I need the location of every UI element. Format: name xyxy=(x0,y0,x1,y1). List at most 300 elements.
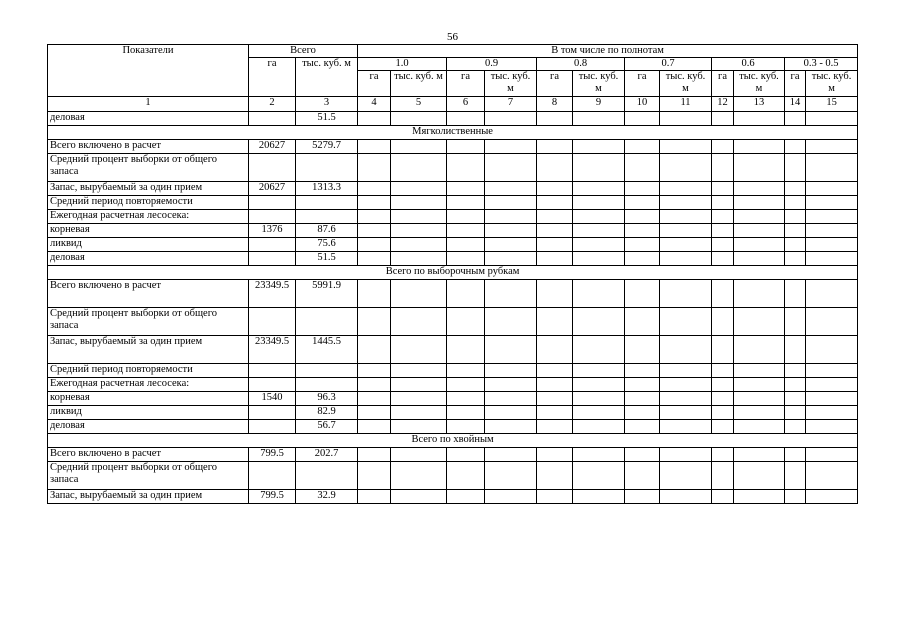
row-label: Средний процент выборки от общего запаса xyxy=(48,308,249,336)
cell-empty xyxy=(391,252,447,266)
cell-empty xyxy=(660,364,712,378)
cell-empty xyxy=(785,448,806,462)
table-row xyxy=(48,210,858,224)
column-number: 13 xyxy=(734,97,785,112)
cell-empty xyxy=(537,392,573,406)
cell-empty xyxy=(712,280,734,308)
row-label: Всего включено в расчет xyxy=(48,448,249,462)
cell-empty xyxy=(660,182,712,196)
row-label: Запас, вырубаемый за один прием xyxy=(48,490,249,504)
cell-total-volume xyxy=(296,154,358,182)
cell-empty xyxy=(447,364,485,378)
cell-empty xyxy=(447,378,485,392)
cell-total-volume xyxy=(296,462,358,490)
header-density-0-9: 0.9 xyxy=(447,58,537,71)
section-title: Всего по выборочным рубкам xyxy=(48,266,858,280)
cell-empty xyxy=(734,336,785,364)
cell-empty xyxy=(537,182,573,196)
row-label: Запас, вырубаемый за один прием xyxy=(48,182,249,196)
cell-empty xyxy=(537,154,573,182)
cell-total-ha xyxy=(249,420,296,434)
cell-empty xyxy=(537,280,573,308)
cell-empty xyxy=(806,112,858,126)
cell-empty xyxy=(573,112,625,126)
table-row xyxy=(48,196,858,210)
cell-empty xyxy=(358,308,391,336)
cell-empty xyxy=(447,392,485,406)
column-number: 9 xyxy=(573,97,625,112)
cell-empty xyxy=(712,308,734,336)
cell-empty xyxy=(712,112,734,126)
cell-empty xyxy=(573,252,625,266)
table-row xyxy=(48,224,858,238)
cell-empty xyxy=(391,392,447,406)
cell-empty xyxy=(734,140,785,154)
cell-total-ha xyxy=(249,378,296,392)
cell-empty xyxy=(660,308,712,336)
row-label: ликвид xyxy=(48,238,249,252)
header-volume: тыс. куб. м xyxy=(391,71,447,97)
cell-empty xyxy=(806,154,858,182)
cell-empty xyxy=(625,140,660,154)
cell-empty xyxy=(734,406,785,420)
cell-empty xyxy=(625,308,660,336)
cell-empty xyxy=(625,462,660,490)
cell-empty xyxy=(806,308,858,336)
cell-empty xyxy=(358,378,391,392)
cell-total-volume xyxy=(296,378,358,392)
cell-empty xyxy=(537,140,573,154)
column-number: 7 xyxy=(485,97,537,112)
row-label: деловая xyxy=(48,252,249,266)
cell-empty xyxy=(785,154,806,182)
cell-empty xyxy=(447,210,485,224)
cell-empty xyxy=(734,448,785,462)
cell-empty xyxy=(485,182,537,196)
cell-empty xyxy=(447,448,485,462)
cell-empty xyxy=(485,280,537,308)
header-ha: га xyxy=(447,71,485,97)
cell-empty xyxy=(625,336,660,364)
cell-total-ha: 23349.5 xyxy=(249,280,296,308)
cell-total-volume: 1313.3 xyxy=(296,182,358,196)
cell-empty xyxy=(660,378,712,392)
cell-empty xyxy=(358,182,391,196)
cell-empty xyxy=(660,280,712,308)
cell-empty xyxy=(485,336,537,364)
cell-empty xyxy=(447,420,485,434)
cell-empty xyxy=(660,140,712,154)
cell-empty xyxy=(391,112,447,126)
header-ha: га xyxy=(358,71,391,97)
cell-empty xyxy=(712,252,734,266)
cell-empty xyxy=(573,462,625,490)
cell-empty xyxy=(537,378,573,392)
cell-total-ha xyxy=(249,308,296,336)
cell-total-volume: 32.9 xyxy=(296,490,358,504)
cell-empty xyxy=(734,280,785,308)
cell-total-volume: 82.9 xyxy=(296,406,358,420)
cell-empty xyxy=(358,224,391,238)
cell-empty xyxy=(712,392,734,406)
cell-empty xyxy=(447,154,485,182)
column-number: 1 xyxy=(48,97,249,112)
cell-empty xyxy=(660,392,712,406)
cell-empty xyxy=(785,364,806,378)
cell-empty xyxy=(785,420,806,434)
cell-empty xyxy=(660,196,712,210)
cell-total-volume: 5279.7 xyxy=(296,140,358,154)
cell-empty xyxy=(537,336,573,364)
cell-empty xyxy=(537,238,573,252)
cell-empty xyxy=(358,280,391,308)
row-label: Средний процент выборки от общего запаса xyxy=(48,462,249,490)
cell-empty xyxy=(734,182,785,196)
cell-empty xyxy=(537,364,573,378)
cell-empty xyxy=(660,448,712,462)
cell-empty xyxy=(806,252,858,266)
row-label: Ежегодная расчетная лесосека: xyxy=(48,210,249,224)
section-row xyxy=(48,434,858,448)
header-ha: га xyxy=(712,71,734,97)
header-density-0-3-0-5: 0.3 - 0.5 xyxy=(785,58,858,71)
row-label: Средний период повторяемости xyxy=(48,364,249,378)
cell-empty xyxy=(660,462,712,490)
table-row xyxy=(48,112,858,126)
cell-empty xyxy=(660,112,712,126)
cell-empty xyxy=(660,490,712,504)
cell-empty xyxy=(447,140,485,154)
row-label: корневая xyxy=(48,392,249,406)
cell-empty xyxy=(485,210,537,224)
header-volume: тыс. куб. м xyxy=(573,71,625,97)
cell-total-volume: 96.3 xyxy=(296,392,358,406)
table-row xyxy=(48,154,858,182)
cell-empty xyxy=(625,448,660,462)
cell-empty xyxy=(447,182,485,196)
cell-empty xyxy=(712,336,734,364)
column-number: 10 xyxy=(625,97,660,112)
cell-empty xyxy=(734,490,785,504)
header-total-ha: га xyxy=(249,58,296,97)
cell-empty xyxy=(806,224,858,238)
cell-total-ha xyxy=(249,154,296,182)
cell-empty xyxy=(537,448,573,462)
column-numbers-row xyxy=(48,97,858,112)
cell-empty xyxy=(806,238,858,252)
cell-empty xyxy=(806,140,858,154)
table-row xyxy=(48,392,858,406)
cell-empty xyxy=(358,140,391,154)
cell-empty xyxy=(785,392,806,406)
cell-empty xyxy=(358,392,391,406)
header-ha: га xyxy=(785,71,806,97)
cell-total-ha: 20627 xyxy=(249,182,296,196)
row-label: Всего включено в расчет xyxy=(48,280,249,308)
cell-empty xyxy=(806,420,858,434)
cell-empty xyxy=(625,238,660,252)
cell-empty xyxy=(660,238,712,252)
cell-total-ha: 20627 xyxy=(249,140,296,154)
cell-empty xyxy=(391,378,447,392)
cell-empty xyxy=(785,196,806,210)
cell-empty xyxy=(712,140,734,154)
column-number: 15 xyxy=(806,97,858,112)
cell-empty xyxy=(485,378,537,392)
cell-empty xyxy=(734,154,785,182)
header-density-0-6: 0.6 xyxy=(712,58,785,71)
cell-total-volume: 87.6 xyxy=(296,224,358,238)
cell-total-volume: 202.7 xyxy=(296,448,358,462)
cell-empty xyxy=(712,224,734,238)
cell-total-ha: 1376 xyxy=(249,224,296,238)
cell-empty xyxy=(391,224,447,238)
cell-empty xyxy=(537,420,573,434)
cell-empty xyxy=(625,112,660,126)
header-ha: га xyxy=(537,71,573,97)
header-density-1-0: 1.0 xyxy=(358,58,447,71)
cell-empty xyxy=(625,224,660,238)
header-total: Всего xyxy=(249,45,358,58)
cell-empty xyxy=(485,462,537,490)
row-label: деловая xyxy=(48,112,249,126)
row-label: Запас, вырубаемый за один прием xyxy=(48,336,249,364)
cell-empty xyxy=(806,182,858,196)
cell-empty xyxy=(712,448,734,462)
header-density-0-7: 0.7 xyxy=(625,58,712,71)
cell-empty xyxy=(806,462,858,490)
cell-total-ha xyxy=(249,210,296,224)
cell-empty xyxy=(785,490,806,504)
cell-empty xyxy=(806,364,858,378)
cell-total-volume xyxy=(296,210,358,224)
cell-empty xyxy=(734,210,785,224)
cell-total-ha: 23349.5 xyxy=(249,336,296,364)
cell-empty xyxy=(358,448,391,462)
cell-empty xyxy=(734,420,785,434)
cell-empty xyxy=(358,364,391,378)
cell-empty xyxy=(485,420,537,434)
cell-empty xyxy=(485,490,537,504)
cell-empty xyxy=(660,406,712,420)
table-row xyxy=(48,364,858,378)
cell-empty xyxy=(358,112,391,126)
cell-total-ha xyxy=(249,112,296,126)
cell-empty xyxy=(625,210,660,224)
cell-empty xyxy=(712,378,734,392)
cell-empty xyxy=(625,392,660,406)
cell-empty xyxy=(625,490,660,504)
cell-empty xyxy=(573,448,625,462)
cell-empty xyxy=(391,364,447,378)
cell-empty xyxy=(391,420,447,434)
cell-empty xyxy=(806,210,858,224)
cell-empty xyxy=(447,112,485,126)
cell-total-ha xyxy=(249,406,296,420)
header-volume: тыс. куб. м xyxy=(485,71,537,97)
column-number: 4 xyxy=(358,97,391,112)
row-label: Средний процент выборки от общего запаса xyxy=(48,154,249,182)
cell-empty xyxy=(391,406,447,420)
column-number: 8 xyxy=(537,97,573,112)
cell-empty xyxy=(660,420,712,434)
cell-empty xyxy=(785,462,806,490)
cell-empty xyxy=(806,336,858,364)
cell-empty xyxy=(573,182,625,196)
header-volume: тыс. куб. м xyxy=(806,71,858,97)
cell-empty xyxy=(447,252,485,266)
cell-empty xyxy=(391,182,447,196)
cell-empty xyxy=(785,378,806,392)
cell-empty xyxy=(785,140,806,154)
cell-empty xyxy=(391,196,447,210)
cell-empty xyxy=(573,308,625,336)
header-volume: тыс. куб. м xyxy=(660,71,712,97)
cell-empty xyxy=(712,364,734,378)
cell-empty xyxy=(358,462,391,490)
cell-empty xyxy=(358,252,391,266)
cell-empty xyxy=(447,336,485,364)
cell-total-ha: 1540 xyxy=(249,392,296,406)
cell-empty xyxy=(806,196,858,210)
cell-empty xyxy=(485,308,537,336)
cell-empty xyxy=(485,252,537,266)
table-row xyxy=(48,140,858,154)
cell-total-ha: 799.5 xyxy=(249,490,296,504)
cell-empty xyxy=(660,154,712,182)
table-row xyxy=(48,280,858,308)
cell-empty xyxy=(537,406,573,420)
cell-empty xyxy=(485,392,537,406)
cell-empty xyxy=(573,364,625,378)
cell-empty xyxy=(734,364,785,378)
cell-empty xyxy=(785,210,806,224)
cell-empty xyxy=(712,490,734,504)
cell-total-volume: 5991.9 xyxy=(296,280,358,308)
cell-empty xyxy=(625,252,660,266)
cell-empty xyxy=(447,224,485,238)
header-ha: га xyxy=(625,71,660,97)
section-title: Всего по хвойным xyxy=(48,434,858,448)
row-label: деловая xyxy=(48,420,249,434)
cell-empty xyxy=(573,336,625,364)
cell-total-ha xyxy=(249,364,296,378)
cell-empty xyxy=(485,448,537,462)
column-number: 2 xyxy=(249,97,296,112)
cell-empty xyxy=(537,490,573,504)
cell-empty xyxy=(358,238,391,252)
cell-empty xyxy=(537,224,573,238)
cell-empty xyxy=(625,364,660,378)
cell-empty xyxy=(485,364,537,378)
cell-total-volume xyxy=(296,308,358,336)
cell-empty xyxy=(358,210,391,224)
cell-empty xyxy=(734,462,785,490)
cell-empty xyxy=(358,196,391,210)
cell-total-volume: 56.7 xyxy=(296,420,358,434)
cell-empty xyxy=(734,392,785,406)
cell-empty xyxy=(391,140,447,154)
cell-total-volume: 51.5 xyxy=(296,112,358,126)
row-label: Ежегодная расчетная лесосека: xyxy=(48,378,249,392)
cell-empty xyxy=(712,462,734,490)
cell-total-volume xyxy=(296,364,358,378)
column-number: 6 xyxy=(447,97,485,112)
row-label: Всего включено в расчет xyxy=(48,140,249,154)
cell-empty xyxy=(447,406,485,420)
cell-empty xyxy=(485,196,537,210)
table-row xyxy=(48,490,858,504)
cell-empty xyxy=(391,238,447,252)
cell-empty xyxy=(573,210,625,224)
cell-total-volume: 1445.5 xyxy=(296,336,358,364)
cell-total-volume: 51.5 xyxy=(296,252,358,266)
cell-empty xyxy=(734,238,785,252)
cell-empty xyxy=(573,238,625,252)
cell-empty xyxy=(625,154,660,182)
cell-empty xyxy=(485,224,537,238)
header-total-volume: тыс. куб. м xyxy=(296,58,358,97)
cell-empty xyxy=(660,224,712,238)
cell-empty xyxy=(573,154,625,182)
cell-total-ha xyxy=(249,196,296,210)
cell-empty xyxy=(785,280,806,308)
cell-empty xyxy=(660,210,712,224)
cell-empty xyxy=(625,406,660,420)
cell-empty xyxy=(537,196,573,210)
cell-empty xyxy=(358,406,391,420)
cell-empty xyxy=(712,406,734,420)
cell-empty xyxy=(734,112,785,126)
cell-empty xyxy=(573,196,625,210)
cell-empty xyxy=(625,280,660,308)
cell-empty xyxy=(785,336,806,364)
table-row xyxy=(48,420,858,434)
cell-empty xyxy=(806,378,858,392)
cell-empty xyxy=(785,252,806,266)
column-number: 11 xyxy=(660,97,712,112)
column-number: 14 xyxy=(785,97,806,112)
cell-total-volume xyxy=(296,196,358,210)
cell-empty xyxy=(573,490,625,504)
table-row xyxy=(48,308,858,336)
cell-empty xyxy=(391,308,447,336)
cell-empty xyxy=(785,182,806,196)
cell-empty xyxy=(806,406,858,420)
cell-empty xyxy=(358,154,391,182)
table-row xyxy=(48,462,858,490)
cell-empty xyxy=(537,210,573,224)
cell-empty xyxy=(625,378,660,392)
cell-empty xyxy=(391,154,447,182)
cell-total-volume: 75.6 xyxy=(296,238,358,252)
cell-empty xyxy=(734,308,785,336)
cell-empty xyxy=(573,224,625,238)
cell-empty xyxy=(712,196,734,210)
cell-empty xyxy=(537,308,573,336)
section-title: Мягколиственные xyxy=(48,126,858,140)
cell-empty xyxy=(358,490,391,504)
cell-empty xyxy=(485,154,537,182)
cell-empty xyxy=(447,196,485,210)
cell-empty xyxy=(625,196,660,210)
table-row xyxy=(48,378,858,392)
cell-empty xyxy=(391,462,447,490)
cell-empty xyxy=(734,378,785,392)
cell-empty xyxy=(573,406,625,420)
cell-empty xyxy=(573,420,625,434)
cell-empty xyxy=(447,238,485,252)
